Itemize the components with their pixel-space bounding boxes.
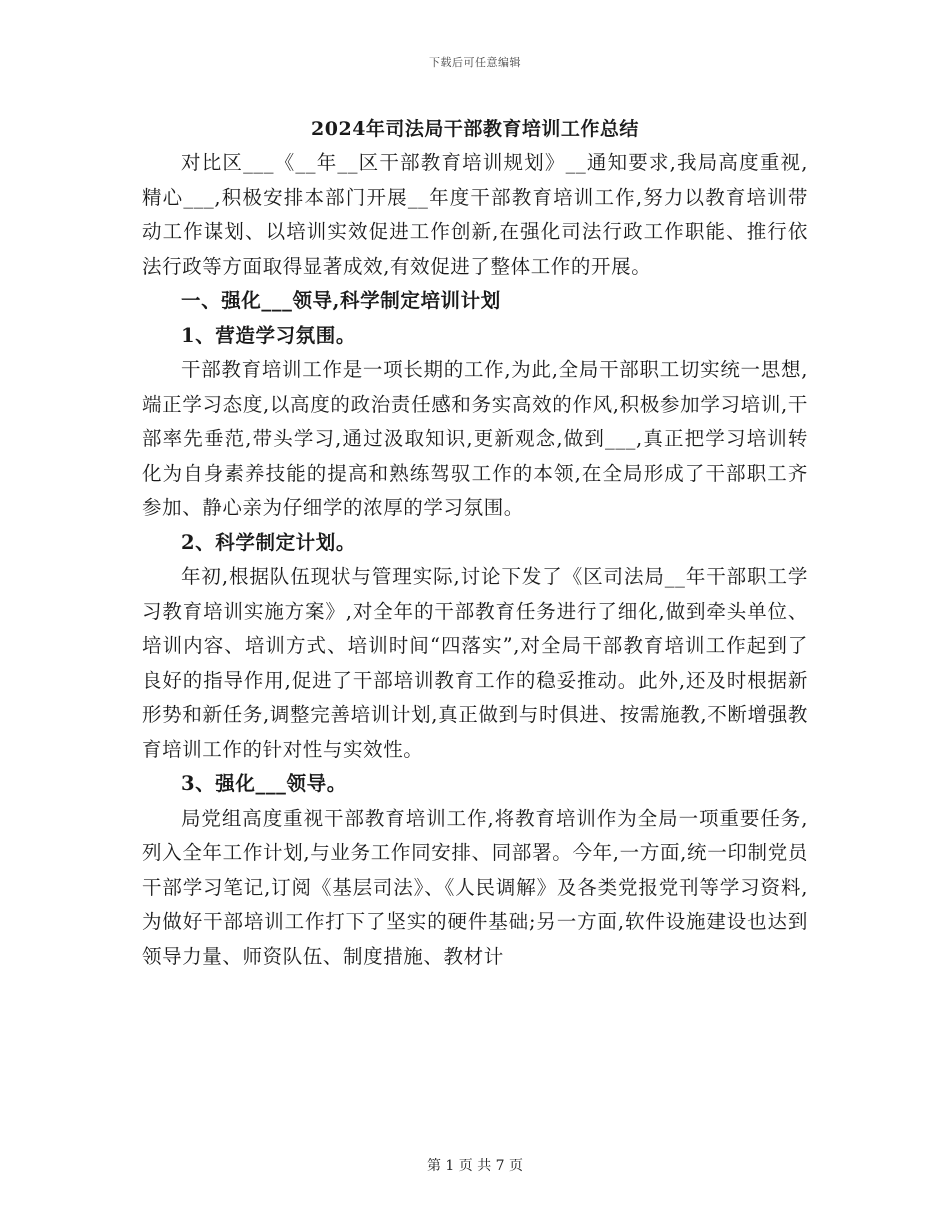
subsection-2-heading: 2、科学制定计划。 [181, 530, 356, 554]
document-title: 2024年司法局干部教育培训工作总结 [311, 118, 639, 140]
subsection-1-heading: 1、营造学习氛围。 [181, 323, 356, 347]
section-1-heading: 一、强化___领导,科学制定培训计划 [181, 289, 501, 312]
subsection-3-heading: 3、强化___领导。 [181, 772, 347, 795]
download-editable-note: 下载后可任意编辑 [429, 56, 521, 69]
subsection-1-paragraph: 干部教育培训工作是一项长期的工作,为此,全局干部职工切实统一思想,端正学习态度,以高度的政治责任感和务实高效的作风,积极参加学习培训,干部率先垂范,带头学习,通过汲取知识,更新观念,做到___,真正把学习培训转化为自身素养技能的提高和熟练驾驭工作的本领,在全局形成了干部职工齐参加、静心亲为仔细学的浓厚的学习氛围。 [142, 358, 808, 519]
page-number: 第 1 页 共 7 页 [426, 1158, 524, 1174]
subsection-2-paragraph: 年初,根据队伍现状与管理实际,讨论下发了《区司法局__年干部职工学习教育培训实施方案》,对全年的干部教育任务进行了细化,做到牵头单位、培训内容、培训方式、培训时间“四落实”,对全局干部教育培训工作起到了良好的指导作用,促进了干部培训教育工作的稳妥推动。此外,还及时根据新形势和新任务,调整完善培训计划,真正做到与时俱进、按需施教,不断增强教育培训工作的针对性与实效性。 [142, 565, 808, 761]
subsection-3-paragraph: 局党组高度重视干部教育培训工作,将教育培训作为全局一项重要任务,列入全年工作计划,与业务工作同安排、同部署。今年,一方面,统一印制党员干部学习笔记,订阅《基层司法》、《人民调解》及各类党报党刊等学习资料,为做好干部培训工作打下了坚实的硬件基础;另一方面,软件设施建设也达到领导力量、师资队伍、制度措施、教材计 [142, 806, 808, 968]
document-body [142, 112, 808, 974]
intro-paragraph: 对比区___《__年__区干部教育培训规划》__通知要求,我局高度重视,精心___,积极安排本部门开展__年度干部教育培训工作,努力以教育培训带动工作谋划、以培训实效促进工作创新,在强化司法行政工作职能、推行依法行政等方面取得显著成效,有效促进了整体工作的开展。 [142, 151, 808, 278]
